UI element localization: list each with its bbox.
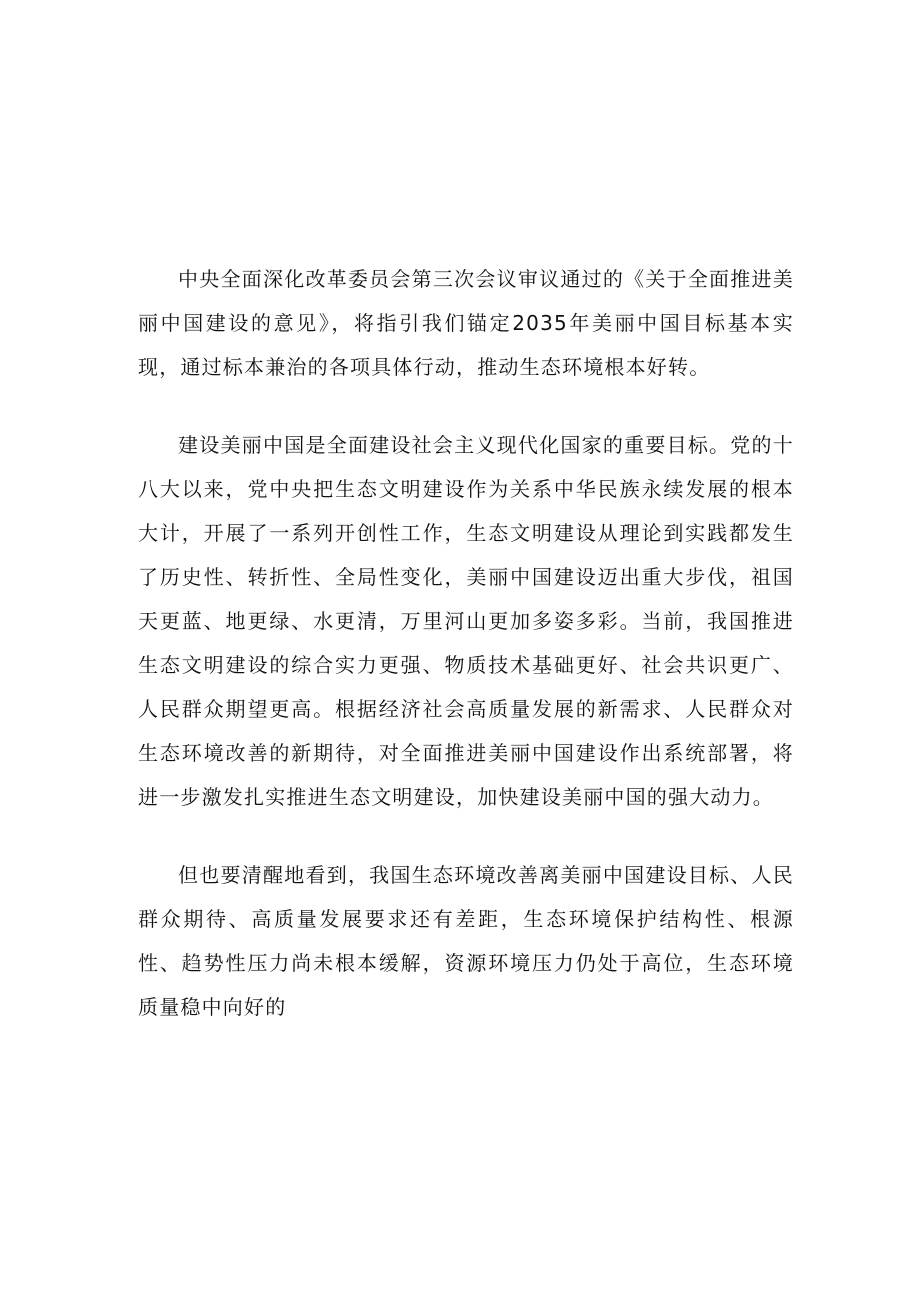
paragraph-3: 但也要清醒地看到，我国生态环境改善离美丽中国建设目标、人民群众期待、高质量发展要求还有差距，生态环境保护结构性、根源性、趋势性压力尚未根本缓解，资源环境压力仍处于高位，生态环境质量稳中向好的	[138, 863, 794, 1019]
document-body	[138, 257, 794, 1029]
paragraph-1: 中央全面深化改革委员会第三次会议审议通过的《关于全面推进美丽中国建设的意见》，将指引我们锚定2035年美丽中国目标基本实现，通过标本兼治的各项具体行动，推动生态环境根本好转。	[138, 267, 794, 379]
paragraph-2: 建设美丽中国是全面建设社会主义现代化国家的重要目标。党的十八大以来，党中央把生态文明建设作为关系中华民族永续发展的根本大计，开展了一系列开创性工作，生态文明建设从理论到实践都发生了历史性、转折性、全局性变化，美丽中国建设迈出重大步伐，祖国天更蓝、地更绿、水更清，万里河山更加多姿多彩。当前，我国推进生态文明建设的综合实力更强、物质技术基础更好、社会共识更广、人民群众期望更高。根据经济社会高质量发展的新需求、人民群众对生态环境改善的新期待，对全面推进美丽中国建设作出系统部署，将进一步激发扎实推进生态文明建设，加快建设美丽中国的强大动力。	[138, 433, 794, 809]
